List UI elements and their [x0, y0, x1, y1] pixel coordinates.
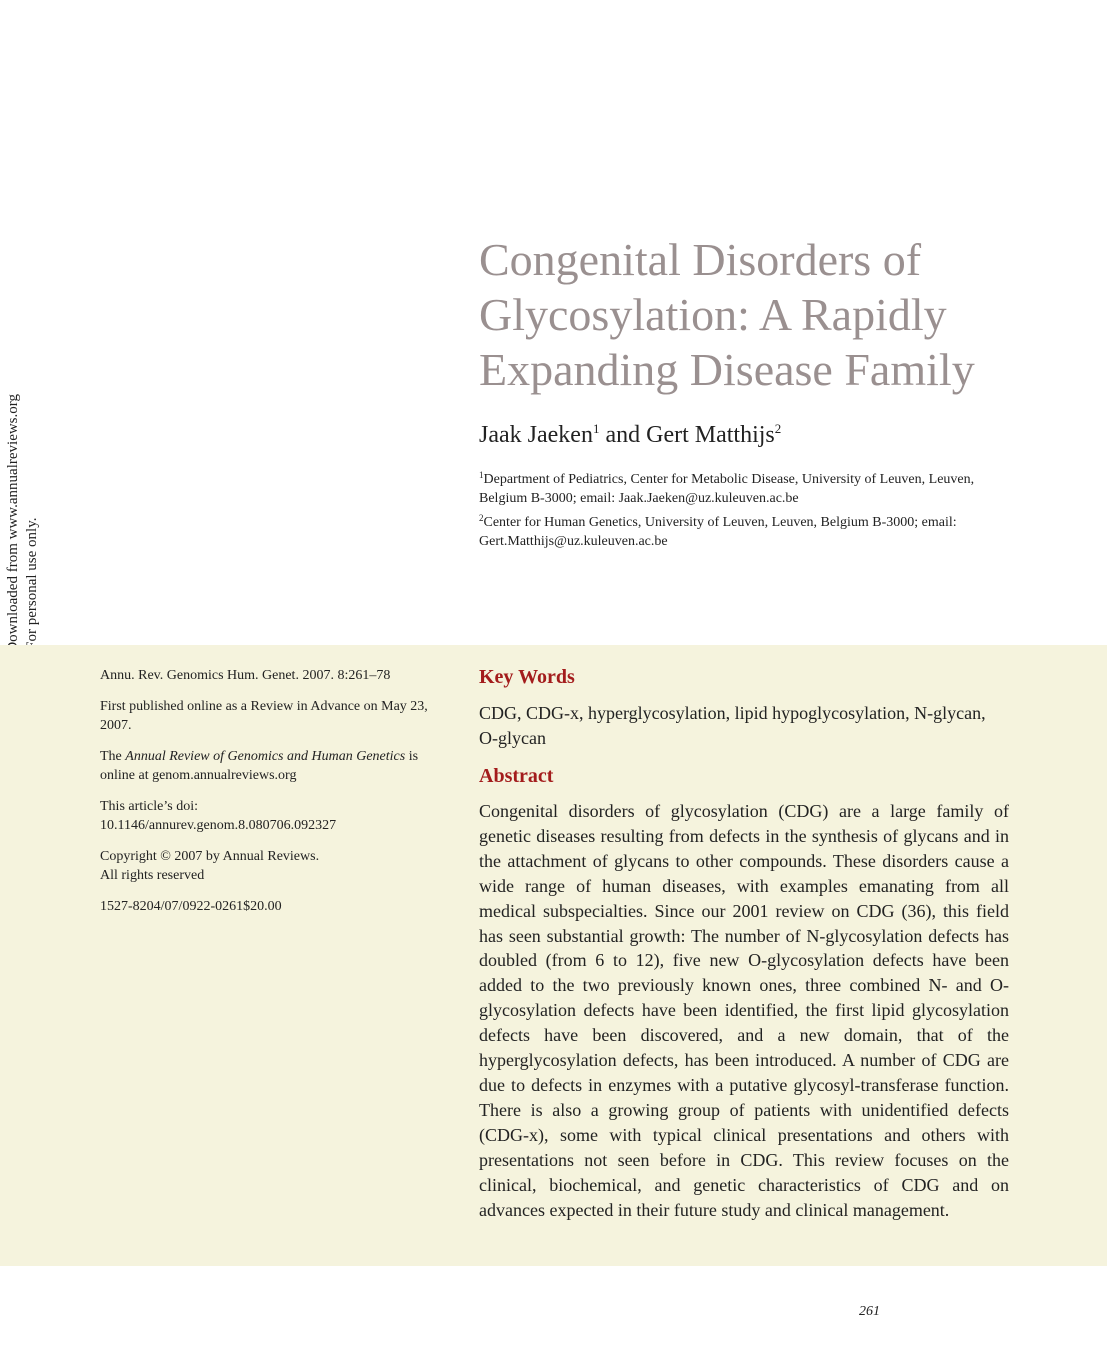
doi-block: [100, 797, 430, 835]
affiliation-2: [479, 513, 999, 551]
title-line-2: Glycosylation: A Rapidly: [479, 289, 947, 340]
article-title: [479, 232, 1079, 397]
journal-suffix: is online at genom.annualreviews.org: [100, 749, 419, 783]
author-affiliation-marker: 2: [774, 421, 782, 436]
doi-value: 10.1146/annurev.genom.8.080706.092327: [100, 818, 337, 833]
issn: 1527-8204/07/0922-0261$20.00: [100, 899, 282, 914]
journal-prefix: The: [100, 749, 126, 764]
first-published: First published online as a Review in Advance on May 23, 2007.: [100, 699, 428, 733]
key-words-heading: Key Words: [479, 666, 575, 688]
title-line-3: Expanding Disease Family: [479, 344, 975, 395]
abstract-heading: Abstract: [479, 765, 554, 787]
affiliation-text: Center for Human Genetics, University of Leuven, Leuven, Belgium B-3000; email: Gert.Matthijs@uz.kuleuven.ac.be: [479, 515, 957, 549]
doi-label: This article’s doi:: [100, 799, 198, 814]
rights: All rights reserved: [100, 868, 205, 883]
key-words-text: CDG, CDG-x, hyperglycosylation, lipid hypoglycosylation, N-glycan, O-glycan: [479, 703, 986, 748]
copyright: Copyright © 2007 by Annual Reviews.: [100, 849, 320, 864]
affiliation-1: [479, 470, 999, 508]
abstract-text: Congenital disorders of glycosylation (CDG) are a large family of genetic diseases resulting from defects in the synthesis of glycans and in the attachment of glycans to other compounds. These disorders cause a wide range of human diseases, with examples emanating from all medical subspecialties. Since our 2001 review on CDG (36), this field has seen substantial growth: The number of N-glycosylation defects has doubled (from 6 to 12), five new O-glycosylation defects have been added to the two previously known ones, three combined N- and O-glycosylation defects have been identified, the first lipid glycosylation defects have been discovered, and a new domain, that of the hyperglycosylation defects, has been introduced. A number of CDG are due to defects in enzymes with a putative glycosyl-transferase function. There is also a growing group of patients with unidentified defects (CDG-x), some with typical clinical presentations and others with presentations not seen before in CDG. This review focuses on the clinical, biochemical, and genetic characteristics of CDG and on advances expected in their future study and clinical management.: [479, 801, 1009, 1220]
affiliation-text: Department of Pediatrics, Center for Metabolic Disease, University of Leuven, Leuven, Belgium B-3000; email: Jaak.Jaeken@uz.kuleuven.ac.be: [479, 472, 975, 506]
author-affiliation-marker: 1: [592, 421, 600, 436]
affiliation-marker: 1: [479, 470, 484, 480]
journal-name: Annual Review of Genomics and Human Genetics: [125, 749, 406, 764]
copyright-block: [100, 847, 430, 885]
journal-info: [100, 747, 430, 785]
author-name: Jaak Jaeken: [479, 422, 593, 448]
article-meta: [100, 666, 430, 928]
citation: Annu. Rev. Genomics Hum. Genet. 2007. 8:261–78: [100, 668, 391, 683]
author-connector: and: [599, 422, 647, 448]
author-list: [479, 422, 781, 449]
title-line-1: Congenital Disorders of: [479, 234, 922, 285]
author-name: Gert Matthijs: [646, 422, 775, 448]
page-number: 261: [859, 1304, 880, 1319]
affiliation-marker: 2: [479, 513, 484, 523]
